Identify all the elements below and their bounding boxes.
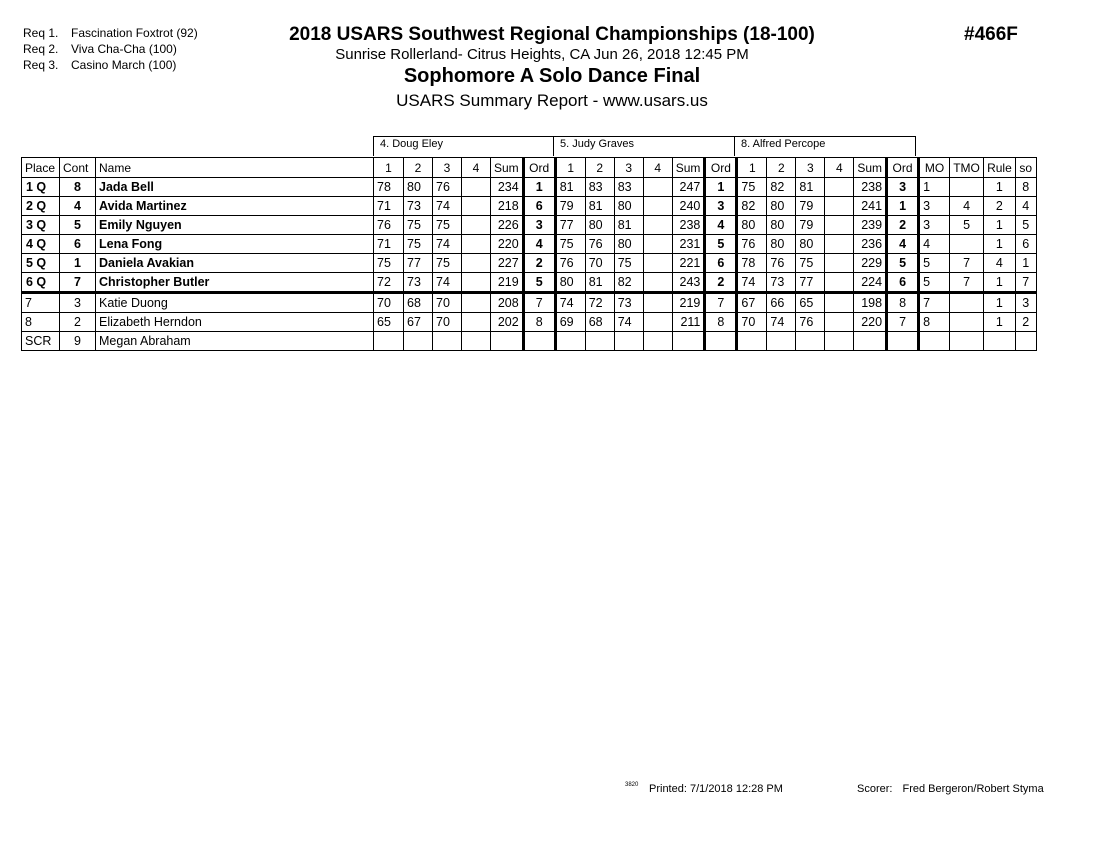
- scorer-line: [857, 783, 1044, 795]
- judge-score-cell: 80: [767, 197, 796, 216]
- column-header-judge-1-5: Ord: [523, 158, 555, 178]
- table-row: [22, 313, 1037, 332]
- place-cell: 5 Q: [22, 254, 60, 273]
- judge-score-cell: 68: [585, 313, 614, 332]
- report-title: USARS Summary Report - www.usars.us: [396, 91, 708, 110]
- column-header-extra-2: Rule: [984, 158, 1016, 178]
- column-header-judge-3-4: Sum: [854, 158, 887, 178]
- tmo-cell: [950, 293, 984, 313]
- judge-score-cell: [462, 313, 491, 332]
- contestant-number-cell: 5: [60, 216, 96, 235]
- so-cell: 2: [1015, 313, 1036, 332]
- table-row: [22, 332, 1037, 351]
- mo-cell: [919, 332, 950, 351]
- judge-score-cell: 82: [614, 273, 643, 293]
- rule-cell: 1: [984, 216, 1016, 235]
- column-header-judge-1-0: 1: [374, 158, 404, 178]
- tmo-cell: [950, 332, 984, 351]
- judge-ordinal-cell: 6: [887, 273, 919, 293]
- tmo-cell: 7: [950, 273, 984, 293]
- judge-sum-cell: 236: [854, 235, 887, 254]
- column-header-judge-2-2: 3: [614, 158, 643, 178]
- judge-score-cell: [462, 254, 491, 273]
- judge-ordinal-cell: 5: [705, 235, 737, 254]
- requirement-text: Viva Cha-Cha (100): [71, 42, 177, 56]
- judge-score-cell: 78: [737, 254, 767, 273]
- judge-score-cell: 71: [374, 235, 404, 254]
- judge-score-cell: 83: [614, 178, 643, 197]
- judge-score-cell: 74: [614, 313, 643, 332]
- judge-score-cell: 72: [374, 273, 404, 293]
- judge-score-cell: 65: [796, 293, 825, 313]
- judge-ordinal-cell: 4: [887, 235, 919, 254]
- judge-score-cell: 80: [737, 216, 767, 235]
- judge-sum-cell: 243: [672, 273, 705, 293]
- scorer-value: Fred Bergeron/Robert Styma: [902, 783, 1044, 795]
- judge-score-cell: 70: [737, 313, 767, 332]
- judge-score-cell: 75: [404, 216, 433, 235]
- skater-name-cell: Emily Nguyen: [96, 216, 374, 235]
- skater-name-cell: Lena Fong: [96, 235, 374, 254]
- judge-score-cell: [825, 313, 854, 332]
- judge-score-cell: [643, 216, 672, 235]
- judge-score-cell: 73: [767, 273, 796, 293]
- so-cell: 7: [1015, 273, 1036, 293]
- judge-score-cell: 80: [614, 197, 643, 216]
- judge-score-cell: [404, 332, 433, 351]
- judge-sum-cell: 240: [672, 197, 705, 216]
- so-cell: 3: [1015, 293, 1036, 313]
- requirement-1: [23, 25, 198, 41]
- judge-sum-cell: 234: [491, 178, 524, 197]
- judge-score-cell: 72: [585, 293, 614, 313]
- judge-score-cell: [585, 332, 614, 351]
- column-header-judge-3-5: Ord: [887, 158, 919, 178]
- scorer-label: Scorer:: [857, 783, 893, 795]
- column-header-judge-2-5: Ord: [705, 158, 737, 178]
- judge-score-cell: [462, 293, 491, 313]
- place-cell: 4 Q: [22, 235, 60, 254]
- judge-score-cell: 67: [404, 313, 433, 332]
- judge-ordinal-cell: [705, 332, 737, 351]
- judge-ordinal-cell: 7: [887, 313, 919, 332]
- mo-cell: 1: [919, 178, 950, 197]
- judge-score-cell: [462, 273, 491, 293]
- mo-cell: 3: [919, 216, 950, 235]
- judge-sum-cell: 239: [854, 216, 887, 235]
- judge-score-cell: 75: [796, 254, 825, 273]
- judge-ordinal-cell: 3: [705, 197, 737, 216]
- results-table: [21, 157, 1037, 351]
- judge-ordinal-cell: 6: [705, 254, 737, 273]
- judge-score-cell: [825, 178, 854, 197]
- judge-ordinal-cell: 3: [523, 216, 555, 235]
- so-cell: 8: [1015, 178, 1036, 197]
- judge-score-cell: [825, 197, 854, 216]
- table-header-row: [22, 158, 1037, 178]
- table-row: [22, 178, 1037, 197]
- judge-sum-cell: [672, 332, 705, 351]
- judge-score-cell: [462, 197, 491, 216]
- judge-score-cell: [462, 235, 491, 254]
- skater-name-cell: Megan Abraham: [96, 332, 374, 351]
- judge-score-cell: 82: [767, 178, 796, 197]
- event-title: Sophomore A Solo Dance Final: [403, 65, 701, 87]
- judge-score-cell: 70: [585, 254, 614, 273]
- requirement-text: Fascination Foxtrot (92): [71, 26, 198, 40]
- tmo-cell: [950, 313, 984, 332]
- rule-cell: 1: [984, 313, 1016, 332]
- judge-score-cell: 74: [433, 197, 462, 216]
- judge-sum-cell: 220: [491, 235, 524, 254]
- judge-sum-cell: 231: [672, 235, 705, 254]
- judge-name-1: 4. Doug Eley: [373, 136, 554, 156]
- competition-title: 2018 USARS Southwest Regional Championships (18-100): [289, 24, 815, 45]
- judge-sum-cell: 224: [854, 273, 887, 293]
- judge-sum-cell: [854, 332, 887, 351]
- judge-sum-cell: 221: [672, 254, 705, 273]
- judge-sum-cell: 219: [491, 273, 524, 293]
- judge-score-cell: 76: [555, 254, 585, 273]
- judge-ordinal-cell: 1: [523, 178, 555, 197]
- tmo-cell: [950, 178, 984, 197]
- judge-sum-cell: 238: [672, 216, 705, 235]
- requirement-label: Req 3.: [23, 58, 59, 72]
- judge-sum-cell: 247: [672, 178, 705, 197]
- judge-sum-cell: 211: [672, 313, 705, 332]
- mo-cell: 5: [919, 273, 950, 293]
- judge-score-cell: [825, 332, 854, 351]
- contestant-number-cell: 7: [60, 273, 96, 293]
- judge-score-cell: 69: [555, 313, 585, 332]
- column-header-judge-1-2: 3: [433, 158, 462, 178]
- judge-score-cell: [825, 293, 854, 313]
- judge-score-cell: 75: [737, 178, 767, 197]
- judge-score-cell: 73: [614, 293, 643, 313]
- judge-score-cell: [555, 332, 585, 351]
- judge-ordinal-cell: 1: [887, 197, 919, 216]
- judge-score-cell: 73: [404, 197, 433, 216]
- tmo-cell: [950, 235, 984, 254]
- rule-cell: 1: [984, 235, 1016, 254]
- judge-score-cell: 76: [433, 178, 462, 197]
- judge-score-cell: [374, 332, 404, 351]
- requirement-text: Casino March (100): [71, 58, 177, 72]
- venue-line: Sunrise Rollerland- Citrus Heights, CA Jun 26, 2018 12:45 PM: [335, 46, 749, 63]
- contestant-number-cell: 9: [60, 332, 96, 351]
- mo-cell: 3: [919, 197, 950, 216]
- so-cell: [1015, 332, 1036, 351]
- judge-score-cell: 75: [404, 235, 433, 254]
- column-header-name: Name: [96, 158, 374, 178]
- judge-ordinal-cell: 4: [523, 235, 555, 254]
- so-cell: 5: [1015, 216, 1036, 235]
- judge-score-cell: 74: [737, 273, 767, 293]
- judge-score-cell: 75: [555, 235, 585, 254]
- judge-sum-cell: 226: [491, 216, 524, 235]
- judge-score-cell: 81: [614, 216, 643, 235]
- judge-score-cell: 75: [433, 254, 462, 273]
- so-cell: 6: [1015, 235, 1036, 254]
- judge-ordinal-cell: 3: [887, 178, 919, 197]
- judge-score-cell: 77: [555, 216, 585, 235]
- judge-score-cell: 80: [767, 235, 796, 254]
- judge-score-cell: 79: [555, 197, 585, 216]
- judge-score-cell: 80: [585, 216, 614, 235]
- judge-sum-cell: 202: [491, 313, 524, 332]
- column-header-judge-2-1: 2: [585, 158, 614, 178]
- judge-sum-cell: 198: [854, 293, 887, 313]
- place-cell: 7: [22, 293, 60, 313]
- judge-score-cell: [643, 332, 672, 351]
- judge-score-cell: 73: [404, 273, 433, 293]
- judge-score-cell: 77: [796, 273, 825, 293]
- column-header-judge-1-1: 2: [404, 158, 433, 178]
- judge-score-cell: 76: [767, 254, 796, 273]
- judge-sum-cell: 227: [491, 254, 524, 273]
- requirement-label: Req 1.: [23, 26, 59, 40]
- judge-score-cell: [737, 332, 767, 351]
- column-header-extra-1: TMO: [950, 158, 984, 178]
- place-cell: 2 Q: [22, 197, 60, 216]
- table-row: [22, 216, 1037, 235]
- mo-cell: 5: [919, 254, 950, 273]
- requirements-list: [23, 25, 198, 73]
- column-header-judge-1-4: Sum: [491, 158, 524, 178]
- judge-score-cell: 81: [585, 273, 614, 293]
- judge-score-cell: [462, 216, 491, 235]
- column-header-extra-0: MO: [919, 158, 950, 178]
- table-row: [22, 293, 1037, 313]
- judge-ordinal-cell: 5: [887, 254, 919, 273]
- table-row: [22, 273, 1037, 293]
- contestant-number-cell: 6: [60, 235, 96, 254]
- judge-ordinal-cell: 2: [523, 254, 555, 273]
- judge-score-cell: [643, 273, 672, 293]
- judge-score-cell: [767, 332, 796, 351]
- judge-score-cell: 79: [796, 216, 825, 235]
- judge-score-cell: 65: [374, 313, 404, 332]
- judge-score-cell: 80: [796, 235, 825, 254]
- column-header-judge-2-3: 4: [643, 158, 672, 178]
- judge-sum-cell: 241: [854, 197, 887, 216]
- judge-score-cell: [796, 332, 825, 351]
- rule-cell: 1: [984, 293, 1016, 313]
- judge-score-cell: [433, 332, 462, 351]
- judge-score-cell: 75: [614, 254, 643, 273]
- mo-cell: 7: [919, 293, 950, 313]
- so-cell: 4: [1015, 197, 1036, 216]
- judge-sum-cell: 208: [491, 293, 524, 313]
- requirement-2: [23, 41, 198, 57]
- column-header-extra-3: so: [1015, 158, 1036, 178]
- judge-score-cell: 76: [796, 313, 825, 332]
- place-cell: 3 Q: [22, 216, 60, 235]
- judge-score-cell: 70: [374, 293, 404, 313]
- column-header-place: Place: [22, 158, 60, 178]
- requirement-3: [23, 57, 198, 73]
- judge-ordinal-cell: 8: [705, 313, 737, 332]
- mo-cell: 4: [919, 235, 950, 254]
- judge-score-cell: 70: [433, 293, 462, 313]
- event-number: #466F: [964, 24, 1018, 45]
- judge-score-cell: [614, 332, 643, 351]
- judge-score-cell: 76: [374, 216, 404, 235]
- judge-score-cell: 75: [433, 216, 462, 235]
- judge-score-cell: 81: [585, 197, 614, 216]
- judge-score-cell: 83: [585, 178, 614, 197]
- judge-score-cell: 66: [767, 293, 796, 313]
- contestant-number-cell: 2: [60, 313, 96, 332]
- rule-cell: 1: [984, 273, 1016, 293]
- judge-ordinal-cell: 2: [887, 216, 919, 235]
- rule-cell: 2: [984, 197, 1016, 216]
- judge-ordinal-cell: 8: [523, 313, 555, 332]
- table-row: [22, 197, 1037, 216]
- judge-score-cell: [643, 313, 672, 332]
- contestant-number-cell: 8: [60, 178, 96, 197]
- judge-sum-cell: 238: [854, 178, 887, 197]
- skater-name-cell: Daniela Avakian: [96, 254, 374, 273]
- judge-score-cell: 67: [737, 293, 767, 313]
- judge-name-3: 8. Alfred Percope: [734, 136, 916, 156]
- place-cell: 8: [22, 313, 60, 332]
- judge-score-cell: 75: [374, 254, 404, 273]
- judge-score-cell: 74: [433, 273, 462, 293]
- column-header-judge-2-4: Sum: [672, 158, 705, 178]
- judge-sum-cell: 218: [491, 197, 524, 216]
- requirement-label: Req 2.: [23, 42, 59, 56]
- judge-name-2: 5. Judy Graves: [553, 136, 735, 156]
- column-header-judge-3-2: 3: [796, 158, 825, 178]
- judge-ordinal-cell: [887, 332, 919, 351]
- table-row: [22, 254, 1037, 273]
- column-header-judge-3-0: 1: [737, 158, 767, 178]
- so-cell: 1: [1015, 254, 1036, 273]
- judge-ordinal-cell: 4: [705, 216, 737, 235]
- judge-score-cell: [825, 254, 854, 273]
- column-header-cont: Cont: [60, 158, 96, 178]
- judge-score-cell: 70: [433, 313, 462, 332]
- judge-ordinal-cell: [523, 332, 555, 351]
- judge-score-cell: 74: [433, 235, 462, 254]
- rule-cell: [984, 332, 1016, 351]
- rule-cell: 1: [984, 178, 1016, 197]
- judge-score-cell: [462, 332, 491, 351]
- judge-score-cell: [643, 178, 672, 197]
- judge-score-cell: 71: [374, 197, 404, 216]
- judge-ordinal-cell: 1: [705, 178, 737, 197]
- judge-score-cell: 79: [796, 197, 825, 216]
- column-header-judge-3-3: 4: [825, 158, 854, 178]
- rule-cell: 4: [984, 254, 1016, 273]
- judge-score-cell: 77: [404, 254, 433, 273]
- report-code: 3820: [625, 782, 639, 788]
- contestant-number-cell: 4: [60, 197, 96, 216]
- judge-score-cell: 80: [555, 273, 585, 293]
- judge-score-cell: [825, 216, 854, 235]
- tmo-cell: 7: [950, 254, 984, 273]
- judge-score-cell: 68: [404, 293, 433, 313]
- judge-score-cell: 80: [767, 216, 796, 235]
- column-header-judge-1-3: 4: [462, 158, 491, 178]
- judge-sum-cell: 220: [854, 313, 887, 332]
- tmo-cell: 5: [950, 216, 984, 235]
- judge-score-cell: 82: [737, 197, 767, 216]
- judge-score-cell: [825, 273, 854, 293]
- judge-score-cell: [643, 254, 672, 273]
- judge-score-cell: [643, 293, 672, 313]
- judge-score-cell: 80: [404, 178, 433, 197]
- judge-score-cell: 80: [614, 235, 643, 254]
- judge-ordinal-cell: 5: [523, 273, 555, 293]
- judge-score-cell: 78: [374, 178, 404, 197]
- skater-name-cell: Jada Bell: [96, 178, 374, 197]
- judge-sum-cell: [491, 332, 524, 351]
- judge-score-cell: 76: [737, 235, 767, 254]
- judge-score-cell: [643, 197, 672, 216]
- judge-score-cell: 81: [796, 178, 825, 197]
- judge-score-cell: 76: [585, 235, 614, 254]
- judge-ordinal-cell: 8: [887, 293, 919, 313]
- tmo-cell: 4: [950, 197, 984, 216]
- judge-score-cell: 81: [555, 178, 585, 197]
- place-cell: 6 Q: [22, 273, 60, 293]
- contestant-number-cell: 3: [60, 293, 96, 313]
- judge-score-cell: [643, 235, 672, 254]
- judge-score-cell: 74: [555, 293, 585, 313]
- contestant-number-cell: 1: [60, 254, 96, 273]
- table-row: [22, 235, 1037, 254]
- mo-cell: 8: [919, 313, 950, 332]
- judge-ordinal-cell: 7: [705, 293, 737, 313]
- judge-sum-cell: 229: [854, 254, 887, 273]
- judge-score-cell: [462, 178, 491, 197]
- skater-name-cell: Katie Duong: [96, 293, 374, 313]
- judge-sum-cell: 219: [672, 293, 705, 313]
- judge-ordinal-cell: 6: [523, 197, 555, 216]
- skater-name-cell: Elizabeth Herndon: [96, 313, 374, 332]
- judge-score-cell: [825, 235, 854, 254]
- column-header-judge-3-1: 2: [767, 158, 796, 178]
- judge-score-cell: 74: [767, 313, 796, 332]
- printed-timestamp: Printed: 7/1/2018 12:28 PM: [649, 783, 783, 795]
- skater-name-cell: Avida Martinez: [96, 197, 374, 216]
- skater-name-cell: Christopher Butler: [96, 273, 374, 293]
- column-header-judge-2-0: 1: [555, 158, 585, 178]
- place-cell: 1 Q: [22, 178, 60, 197]
- judge-ordinal-cell: 7: [523, 293, 555, 313]
- place-cell: SCR: [22, 332, 60, 351]
- judge-ordinal-cell: 2: [705, 273, 737, 293]
